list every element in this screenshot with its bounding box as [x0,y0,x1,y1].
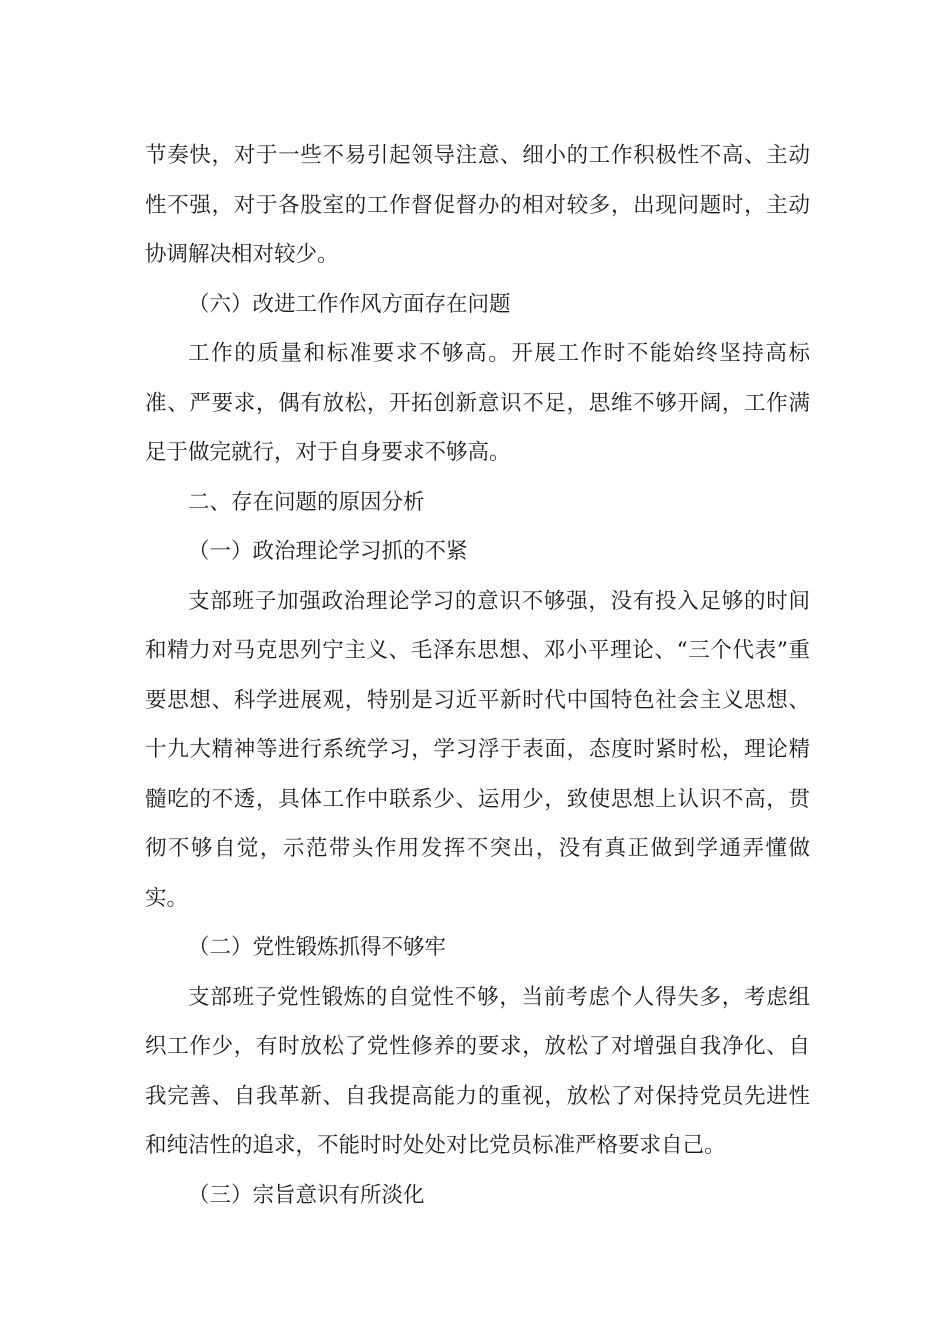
paragraph-theory-study: 支部班子加强政治理论学习的意识不够强，没有投入足够的时间和精力对马克思列宁主义、毛泽东思想、邓小平理论、“三个代表”重要思想、科学进展观，特别是习近平新时代中国特色社会主义思想、十九大精神等进行系统学习，学习浮于表面，态度时紧时松，理论精髓吃的不透，具体工作中联系少、运用少，致使思想上认识不高，贯彻不够自觉，示范带头作用发挥不突出，没有真正做到学通弄懂做实。 [145,588,810,911]
section-heading-one: （一）政治理论学习抓的不紧 [188,539,468,564]
section-heading-three: （三）宗旨意识有所淡化 [188,1182,425,1208]
chapter-heading-causes: 二、存在问题的原因分析 [188,489,425,515]
paragraph-continued: 节奏快，对于一些不易引起领导注意、细小的工作积极性不高、主动性不强，对于各股室的工作督促督办的相对较多，出现问题时，主动协调解决相对较少。 [145,143,810,267]
document-body [145,131,810,1220]
paragraph-work-quality: 工作的质量和标准要求不够高。开展工作时不能始终坚持高标准、严要求，偶有放松，开拓创新意识不足，思维不够开阔，工作满足于做完就行，对于自身要求不够高。 [145,341,810,465]
paragraph-party-spirit: 支部班子党性锻炼的自觉性不够，当前考虑个人得失多，考虑组织工作少，有时放松了党性修养的要求，放松了对增强自我净化、自我完善、自我革新、自我提高能力的重视，放松了对保持党员先进性和纯洁性的追求，不能时时处处对比党员标准严格要求自己。 [145,984,810,1158]
section-heading-two: （二）党性锻炼抓得不够牢 [188,935,447,960]
section-heading-six: （六）改进工作作风方面存在问题 [188,291,511,317]
